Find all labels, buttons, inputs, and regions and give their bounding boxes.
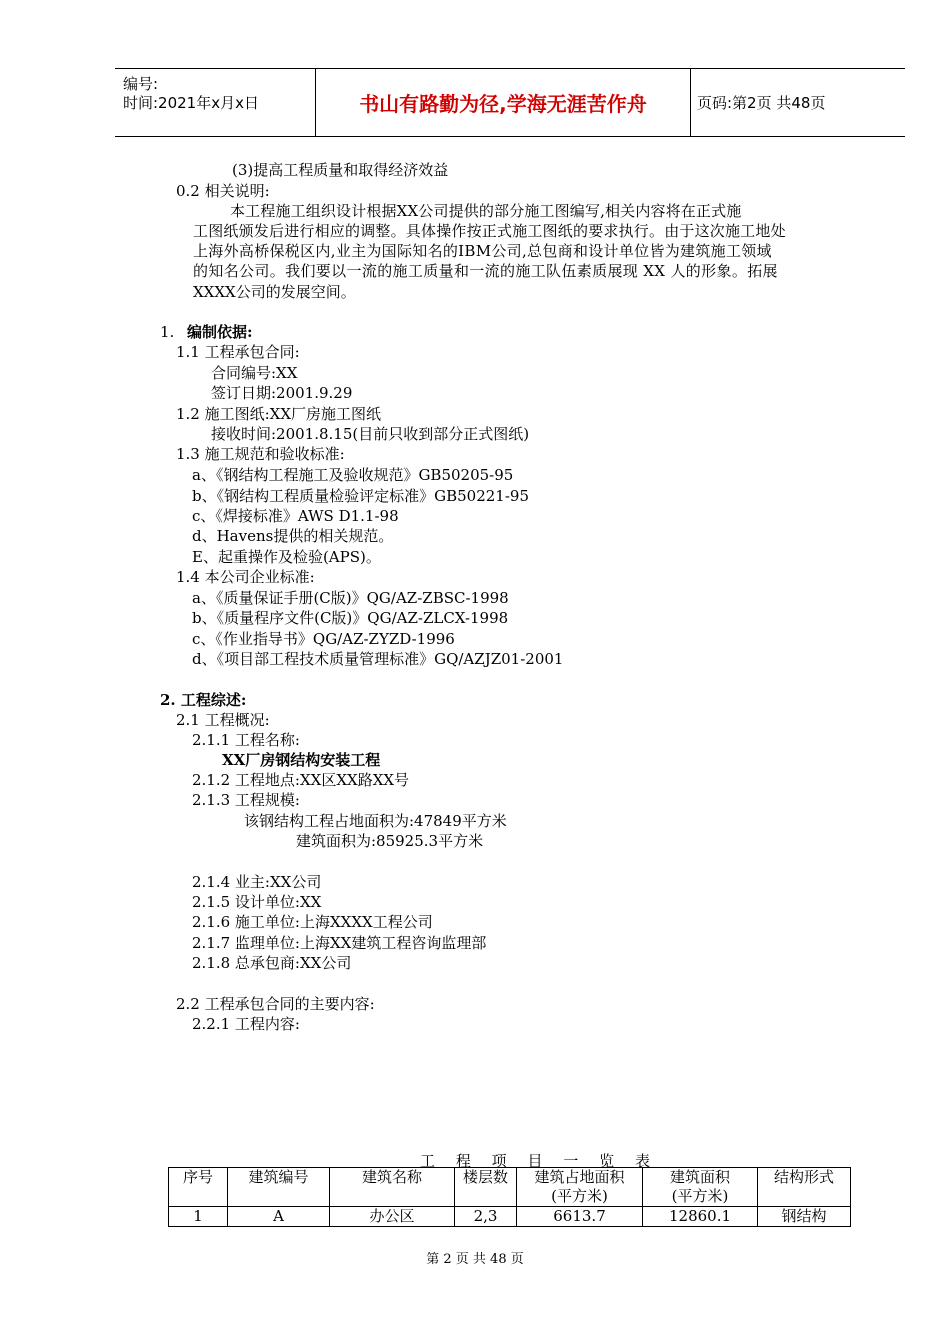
text-line: 2.1.1 工程名称: [192, 731, 300, 749]
section-heading-0-2: 0.2 相关说明: [176, 182, 270, 200]
caption-char: 工 [420, 1152, 436, 1170]
caption-char: 一 [563, 1152, 579, 1170]
list-item: a、《质量保证手册(C版)》QG/AZ-ZBSC-1998 [192, 589, 509, 607]
section-heading-1: 编制依据: [187, 323, 253, 341]
column-header: 建筑面积 (平方米) [643, 1168, 758, 1207]
table-cell: 钢结构 [758, 1207, 851, 1227]
table-cell: 6613.7 [517, 1207, 643, 1227]
text-line: 该钢结构工程占地面积为:47849平方米 [244, 812, 507, 830]
list-item: b、《质量程序文件(C版)》QG/AZ-ZLCX-1998 [192, 609, 509, 627]
project-table [168, 1167, 851, 1227]
subsection-heading: 1.3 施工规范和验收标准: [176, 445, 345, 463]
header-page-info: 页码:第2页 共48页 [697, 94, 826, 112]
list-item: E、起重操作及检验(APS)。 [192, 548, 381, 566]
text-line: 建筑面积为:85925.3平方米 [296, 832, 484, 850]
text-line: 合同编号:XX [211, 364, 298, 382]
paragraph-line: 的知名公司。我们要以一流的施工质量和一流的施工队伍素质展现 XX 人的形象。拓展 [193, 262, 778, 280]
text-line: 2.1.5 设计单位:XX [192, 893, 322, 911]
subsection-heading: 1.2 施工图纸:XX厂房施工图纸 [176, 405, 382, 423]
caption-char: 览 [599, 1152, 615, 1170]
text-line: 2.2.1 工程内容: [192, 1015, 300, 1033]
paragraph-line: 工图纸颁发后进行相应的调整。具体操作按正式施工图纸的要求执行。由于这次施工地处 [193, 222, 786, 240]
subsection-heading: 1.4 本公司企业标准: [176, 568, 315, 586]
caption-char: 程 [455, 1152, 471, 1170]
subsection-heading: 2.1 工程概况: [176, 711, 270, 729]
header-motto: 书山有路勤为径,学海无涯苦作舟 [315, 69, 691, 136]
text-line: 2.1.2 工程地点:XX区XX路XX号 [192, 771, 410, 789]
column-header: 结构形式 [758, 1168, 851, 1207]
header-meta [115, 69, 315, 136]
project-name: XX厂房钢结构安装工程 [222, 751, 381, 769]
section-number-1: 1. [160, 323, 175, 341]
paragraph-line: 上海外高桥保税区内,业主为国际知名的IBM公司,总包商和设计单位皆为建筑施工领域 [193, 242, 772, 260]
caption-char: 项 [491, 1152, 507, 1170]
text-line: 2.1.4 业主:XX公司 [192, 873, 322, 891]
table-cell: 办公区 [330, 1207, 455, 1227]
subsection-heading: 2.2 工程承包合同的主要内容: [176, 995, 375, 1013]
column-header: 序号 [169, 1168, 228, 1207]
table-cell: A [228, 1207, 330, 1227]
list-item: d、《项目部工程技术质量管理标准》GQ/AZJZ01-2001 [192, 650, 564, 668]
list-item: b、《钢结构工程质量检验评定标准》GB50221-95 [192, 487, 529, 505]
table-header-row [169, 1168, 851, 1207]
list-item: d、Havens提供的相关规范。 [192, 527, 394, 545]
list-item: c、《作业指导书》QG/AZ-ZYZD-1996 [192, 630, 455, 648]
subsection-heading: 1.1 工程承包合同: [176, 343, 300, 361]
column-header: 楼层数 [455, 1168, 517, 1207]
text-line: 接收时间:2001.8.15(目前只收到部分正式图纸) [211, 425, 530, 443]
page-header [115, 68, 905, 137]
paragraph-line: XXXX公司的发展空间。 [193, 283, 356, 301]
text-line: 2.1.6 施工单位:上海XXXX工程公司 [192, 913, 433, 931]
list-item: c、《焊接标准》AWS D1.1-98 [192, 507, 399, 525]
column-header: 建筑占地面积 (平方米) [517, 1168, 643, 1207]
header-code-label: 编号: [123, 75, 159, 93]
caption-char: 表 [634, 1152, 650, 1170]
column-header: 建筑编号 [228, 1168, 330, 1207]
text-line: 2.1.8 总承包商:XX公司 [192, 954, 352, 972]
header-time-label: 时间:2021年x月x日 [123, 94, 259, 112]
table-cell: 2,3 [455, 1207, 517, 1227]
text-line: 2.1.3 工程规模: [192, 791, 300, 809]
table-row [169, 1207, 851, 1227]
goal-item-3: (3)提高工程质量和取得经济效益 [232, 161, 449, 179]
caption-char: 目 [527, 1152, 543, 1170]
text-line: 2.1.7 监理单位:上海XX建筑工程咨询监理部 [192, 934, 487, 952]
text-line: 签订日期:2001.9.29 [211, 384, 353, 402]
table-cell: 1 [169, 1207, 228, 1227]
page-footer: 第 2 页 共 48 页 [426, 1252, 524, 1267]
column-header: 建筑名称 [330, 1168, 455, 1207]
paragraph-line: 本工程施工组织设计根据XX公司提供的部分施工图编写,相关内容将在正式施 [230, 202, 742, 220]
section-heading-2: 2. 工程综述: [160, 691, 247, 709]
table-cell: 12860.1 [643, 1207, 758, 1227]
list-item: a、《钢结构工程施工及验收规范》GB50205-95 [192, 466, 514, 484]
